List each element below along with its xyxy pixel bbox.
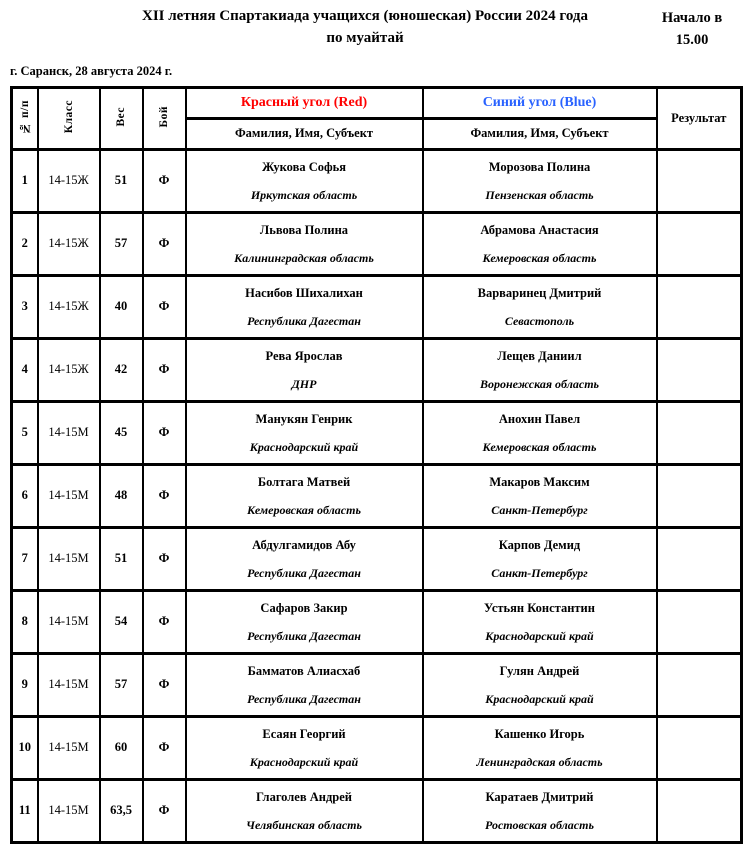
table-row: [12, 779, 742, 842]
blue-fighter-region: Ростовская область: [485, 817, 594, 832]
weight-cell: 63,5: [100, 779, 143, 842]
red-fighter-cell: [186, 716, 423, 779]
bout-schedule-table: [10, 86, 743, 844]
page-title-line1: XII летняя Спартакиада учащихся (юношеская) России 2024 года: [142, 8, 588, 24]
red-fighter-name: Сафаров Закир: [260, 600, 348, 615]
column-header-bout-label: Бой: [158, 105, 170, 128]
red-fighter-region: Республика Дагестан: [247, 628, 361, 643]
blue-fighter-region: Кемеровская область: [482, 250, 597, 265]
red-fighter-region: ДНР: [291, 376, 317, 391]
blue-fighter-region: Санкт-Петербург: [491, 502, 588, 517]
age-class-cell: 14-15М: [38, 716, 100, 779]
bout-number-cell: 3: [12, 275, 38, 338]
blue-fighter-cell: [423, 653, 657, 716]
column-header-blue-corner: Синий угол (Blue): [423, 87, 657, 118]
blue-fighter-cell: [423, 464, 657, 527]
result-cell: [657, 149, 742, 212]
red-fighter-cell: [186, 212, 423, 275]
table-row: [12, 464, 742, 527]
table-row: [12, 590, 742, 653]
blue-fighter-cell: [423, 401, 657, 464]
blue-fighter-region: Санкт-Петербург: [491, 565, 588, 580]
weight-cell: 42: [100, 338, 143, 401]
bout-stage-cell: Ф: [143, 212, 186, 275]
red-fighter-cell: [186, 590, 423, 653]
blue-fighter-name: Устьян Константин: [484, 600, 595, 615]
bout-number-cell: 6: [12, 464, 38, 527]
age-class-cell: 14-15М: [38, 464, 100, 527]
blue-fighter-region: Пензенская область: [485, 187, 594, 202]
table-body: [12, 149, 742, 842]
weight-cell: 60: [100, 716, 143, 779]
weight-cell: 57: [100, 212, 143, 275]
blue-fighter-name: Кашенко Игорь: [494, 726, 585, 741]
red-fighter-cell: [186, 653, 423, 716]
table-row: [12, 149, 742, 212]
age-class-cell: 14-15М: [38, 590, 100, 653]
blue-fighter-cell: [423, 527, 657, 590]
result-cell: [657, 653, 742, 716]
weight-cell: 48: [100, 464, 143, 527]
red-fighter-name: Жукова Софья: [261, 159, 347, 174]
bout-stage-cell: Ф: [143, 653, 186, 716]
blue-fighter-cell: [423, 149, 657, 212]
weight-cell: 57: [100, 653, 143, 716]
result-cell: [657, 275, 742, 338]
column-header-red-corner: Красный угол (Red): [186, 87, 423, 118]
result-cell: [657, 401, 742, 464]
age-class-cell: 14-15М: [38, 779, 100, 842]
age-class-cell: 14-15Ж: [38, 275, 100, 338]
red-fighter-region: Иркутская область: [250, 187, 358, 202]
red-fighter-region: Республика Дагестан: [247, 313, 361, 328]
result-cell: [657, 779, 742, 842]
weight-cell: 51: [100, 527, 143, 590]
column-header-number: [12, 87, 38, 149]
bout-number-cell: 4: [12, 338, 38, 401]
blue-fighter-cell: [423, 212, 657, 275]
table-row: [12, 653, 742, 716]
bout-stage-cell: Ф: [143, 527, 186, 590]
result-cell: [657, 527, 742, 590]
red-fighter-cell: [186, 149, 423, 212]
red-fighter-region: Краснодарский край: [249, 754, 359, 769]
age-class-cell: 14-15Ж: [38, 338, 100, 401]
age-class-cell: 14-15Ж: [38, 212, 100, 275]
location-date: г. Саранск, 28 августа 2024 г.: [10, 63, 173, 78]
red-fighter-name: Насибов Шихалихан: [245, 285, 363, 300]
document-header: [0, 6, 750, 50]
result-cell: [657, 464, 742, 527]
red-fighter-cell: [186, 401, 423, 464]
weight-cell: 40: [100, 275, 143, 338]
bout-stage-cell: Ф: [143, 275, 186, 338]
blue-fighter-region: Воронежская область: [479, 376, 600, 391]
table-row: [12, 401, 742, 464]
red-fighter-region: Республика Дагестан: [247, 565, 361, 580]
blue-fighter-name: Анохин Павел: [498, 411, 581, 426]
bout-stage-cell: Ф: [143, 779, 186, 842]
table-row: [12, 716, 742, 779]
blue-fighter-cell: [423, 275, 657, 338]
bout-number-cell: 8: [12, 590, 38, 653]
bout-stage-cell: Ф: [143, 590, 186, 653]
start-time: [640, 8, 744, 52]
red-fighter-name: Рева Ярослав: [265, 348, 343, 363]
red-fighter-region: Калининградская область: [234, 250, 374, 265]
blue-fighter-name: Абрамова Анастасия: [480, 222, 599, 237]
bout-number-cell: 10: [12, 716, 38, 779]
column-subheader-red: Фамилия, Имя, Субъект: [186, 118, 423, 149]
table-row: [12, 212, 742, 275]
result-cell: [657, 590, 742, 653]
blue-fighter-name: Морозова Полина: [488, 159, 591, 174]
blue-fighter-name: Гулян Андрей: [499, 663, 580, 678]
bout-number-cell: 7: [12, 527, 38, 590]
bout-stage-cell: Ф: [143, 149, 186, 212]
bout-number-cell: 2: [12, 212, 38, 275]
weight-cell: 51: [100, 149, 143, 212]
blue-fighter-cell: [423, 716, 657, 779]
bout-number-cell: 5: [12, 401, 38, 464]
table-row: [12, 275, 742, 338]
blue-fighter-cell: [423, 338, 657, 401]
bout-stage-cell: Ф: [143, 464, 186, 527]
table-header: [12, 87, 742, 149]
red-fighter-name: Глаголев Андрей: [256, 789, 352, 804]
start-time-label: Начало в: [661, 10, 723, 26]
blue-fighter-name: Варваринец Дмитрий: [477, 285, 602, 300]
blue-fighter-region: Краснодарский край: [485, 628, 594, 643]
blue-fighter-cell: [423, 779, 657, 842]
blue-fighter-name: Карпов Демид: [498, 537, 581, 552]
red-fighter-name: Болтага Матвей: [257, 474, 351, 489]
red-fighter-cell: [186, 338, 423, 401]
age-class-cell: 14-15М: [38, 653, 100, 716]
column-header-weight: [100, 87, 143, 149]
result-cell: [657, 716, 742, 779]
red-fighter-cell: [186, 464, 423, 527]
bout-stage-cell: Ф: [143, 716, 186, 779]
page-title: [85, 6, 645, 50]
red-fighter-cell: [186, 779, 423, 842]
column-header-class-label: Класс: [62, 99, 75, 134]
red-fighter-name: Львова Полина: [259, 222, 349, 237]
blue-fighter-name: Лещев Даниил: [497, 348, 582, 363]
bout-stage-cell: Ф: [143, 338, 186, 401]
result-cell: [657, 338, 742, 401]
red-fighter-cell: [186, 275, 423, 338]
column-header-result: Результат: [657, 87, 742, 149]
blue-fighter-region: Краснодарский край: [485, 691, 594, 706]
page-title-line2: по муайтай: [326, 29, 404, 46]
column-header-number-label: № п/п: [18, 99, 31, 134]
column-header-class: [38, 87, 100, 149]
blue-fighter-name: Макаров Максим: [489, 474, 590, 489]
blue-fighter-region: Ленинградская область: [476, 754, 603, 769]
age-class-cell: 14-15Ж: [38, 149, 100, 212]
bout-stage-cell: Ф: [143, 401, 186, 464]
red-fighter-name: Есаян Георгий: [262, 726, 346, 741]
table-row: [12, 527, 742, 590]
weight-cell: 45: [100, 401, 143, 464]
red-fighter-name: Абдулгамидов Абу: [252, 537, 356, 552]
blue-fighter-cell: [423, 590, 657, 653]
start-time-value: 15.00: [675, 31, 709, 48]
red-fighter-region: Краснодарский край: [249, 439, 359, 454]
bout-number-cell: 9: [12, 653, 38, 716]
blue-fighter-region: Кемеровская область: [482, 439, 597, 454]
red-fighter-region: Республика Дагестан: [247, 691, 361, 706]
column-header-bout: [143, 87, 186, 149]
age-class-cell: 14-15М: [38, 527, 100, 590]
blue-fighter-name: Каратаев Дмитрий: [485, 789, 594, 804]
blue-fighter-region: Севастополь: [504, 313, 575, 328]
red-fighter-name: Манукян Генрик: [255, 411, 353, 426]
bout-number-cell: 1: [12, 149, 38, 212]
bout-number-cell: 11: [12, 779, 38, 842]
red-fighter-region: Челябинская область: [246, 817, 362, 832]
red-fighter-name: Бамматов Алиасхаб: [247, 663, 361, 678]
age-class-cell: 14-15М: [38, 401, 100, 464]
weight-cell: 54: [100, 590, 143, 653]
column-header-weight-label: Вес: [115, 106, 127, 127]
column-subheader-blue: Фамилия, Имя, Субъект: [423, 118, 657, 149]
red-fighter-cell: [186, 527, 423, 590]
table-row: [12, 338, 742, 401]
result-cell: [657, 212, 742, 275]
red-fighter-region: Кемеровская область: [247, 502, 361, 517]
